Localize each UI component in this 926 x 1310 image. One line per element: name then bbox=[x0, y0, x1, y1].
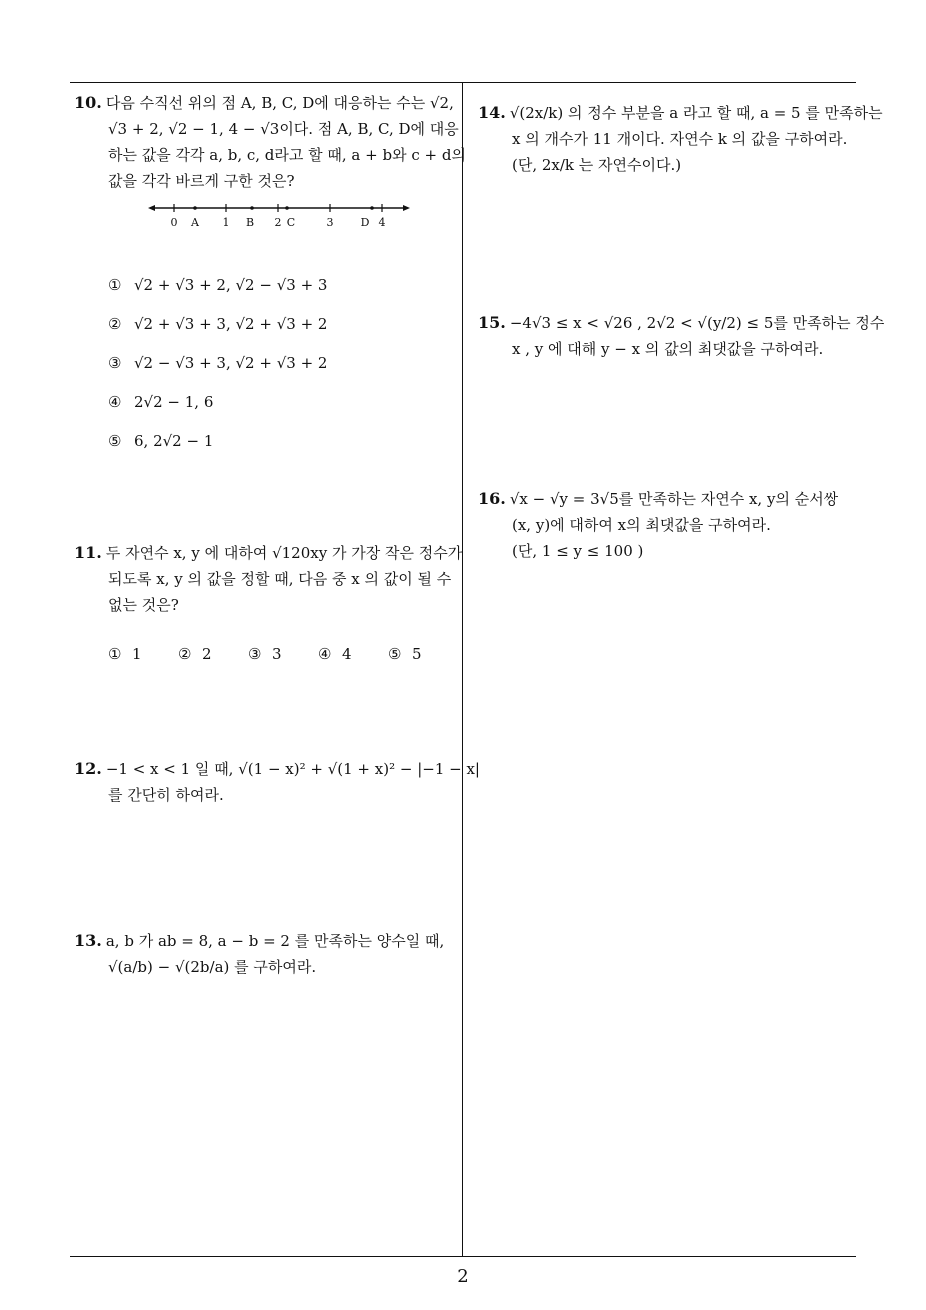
problem-13 bbox=[74, 928, 458, 980]
problem-15-line-1: 15. −4√3 ≤ x < √26 , 2√2 < √(y/2) ≤ 5를 만족하는 정수 bbox=[478, 313, 885, 332]
tick-label: 3 bbox=[326, 216, 334, 229]
tick-label: 0 bbox=[170, 216, 178, 229]
choice-1[interactable]: ① 1 bbox=[108, 645, 142, 663]
problem-16-line-2: (x, y)에 대하여 x의 최댓값을 구하여라. bbox=[512, 516, 771, 534]
tick-label: 1 bbox=[222, 216, 230, 229]
column-divider bbox=[462, 82, 463, 1256]
page-number: 2 bbox=[457, 1266, 469, 1287]
problem-11 bbox=[74, 540, 463, 618]
problem-14-line-2: x 의 개수가 11 개이다. 자연수 k 의 값을 구하여라. bbox=[512, 130, 848, 148]
choice-2[interactable]: ② √2 + √3 + 3, √2 + √3 + 2 bbox=[108, 315, 328, 333]
problem-16 bbox=[478, 486, 858, 564]
tick-label: D bbox=[360, 216, 370, 229]
choice-2[interactable]: ② 2 bbox=[178, 645, 212, 663]
problem-15-line-2: x , y 에 대해 y − x 의 값의 최댓값을 구하여라. bbox=[512, 340, 824, 358]
tick-label: B bbox=[245, 216, 255, 229]
problem-12-line-1: 12. −1 < x < 1 일 때, √(1 − x)² + √(1 + x)² − |−1 − x| bbox=[74, 759, 480, 778]
problem-number: 13. bbox=[74, 931, 102, 950]
problem-11-choices bbox=[108, 642, 458, 666]
top-rule bbox=[70, 82, 856, 83]
problem-11-line-3: 없는 것은? bbox=[108, 596, 179, 614]
problem-number: 15. bbox=[478, 313, 506, 332]
choice-1[interactable]: ① √2 + √3 + 2, √2 − √3 + 3 bbox=[108, 276, 328, 294]
choice-4[interactable]: ④ 2√2 − 1, 6 bbox=[108, 393, 214, 411]
problem-10-choices bbox=[108, 272, 327, 467]
problem-number: 11. bbox=[74, 543, 102, 562]
problem-number: 14. bbox=[478, 103, 506, 122]
problem-12-line-2: 를 간단히 하여라. bbox=[108, 786, 224, 804]
problem-12 bbox=[74, 756, 480, 808]
tick-label: 4 bbox=[378, 216, 386, 229]
problem-10-line-3: 하는 값을 각각 a, b, c, d라고 할 때, a + b와 c + d의 bbox=[108, 146, 466, 164]
bottom-rule bbox=[70, 1256, 856, 1257]
tick-label: 2 bbox=[274, 216, 282, 229]
number-line bbox=[148, 198, 410, 232]
problem-10-line-2: √3 + 2, √2 − 1, 4 − √3이다. 점 A, B, C, D에 대응 bbox=[108, 120, 459, 138]
problem-16-line-1: 16. √x − √y = 3√5를 만족하는 자연수 x, y의 순서쌍 bbox=[478, 489, 839, 508]
choice-5[interactable]: ⑤ 6, 2√2 − 1 bbox=[108, 432, 214, 450]
problem-10 bbox=[74, 90, 466, 194]
problem-number: 10. bbox=[74, 93, 102, 112]
problem-14-line-1: 14. √(2x/k) 의 정수 부분을 a 라고 할 때, a = 5 를 만족하는 bbox=[478, 103, 883, 122]
problem-10-line-4: 값을 각각 바르게 구한 것은? bbox=[108, 172, 295, 190]
problem-16-line-3: (단, 1 ≤ y ≤ 100 ) bbox=[512, 542, 644, 560]
problem-13-line-2: √(a/b) − √(2b/a) 를 구하여라. bbox=[108, 958, 317, 976]
problem-10-line-1: 10. 다음 수직선 위의 점 A, B, C, D에 대응하는 수는 √2, bbox=[74, 93, 454, 112]
problem-number: 16. bbox=[478, 489, 506, 508]
problem-14-line-3: (단, 2x/k 는 자연수이다.) bbox=[512, 156, 682, 174]
problem-13-line-1: 13. a, b 가 ab = 8, a − b = 2 를 만족하는 양수일 때, bbox=[74, 931, 445, 950]
choice-3[interactable]: ③ √2 − √3 + 3, √2 + √3 + 2 bbox=[108, 354, 328, 372]
problem-15 bbox=[478, 310, 885, 362]
tick-label: A bbox=[191, 216, 199, 229]
choice-5[interactable]: ⑤ 5 bbox=[388, 645, 422, 663]
problem-11-line-2: 되도록 x, y 의 값을 정할 때, 다음 중 x 의 값이 될 수 bbox=[108, 570, 452, 588]
tick-label: C bbox=[286, 216, 296, 229]
problem-number: 12. bbox=[74, 759, 102, 778]
problem-14 bbox=[478, 100, 883, 178]
choice-3[interactable]: ③ 3 bbox=[248, 645, 282, 663]
problem-11-line-1: 11. 두 자연수 x, y 에 대하여 √120xy 가 가장 작은 정수가 bbox=[74, 543, 463, 562]
choice-4[interactable]: ④ 4 bbox=[318, 645, 352, 663]
